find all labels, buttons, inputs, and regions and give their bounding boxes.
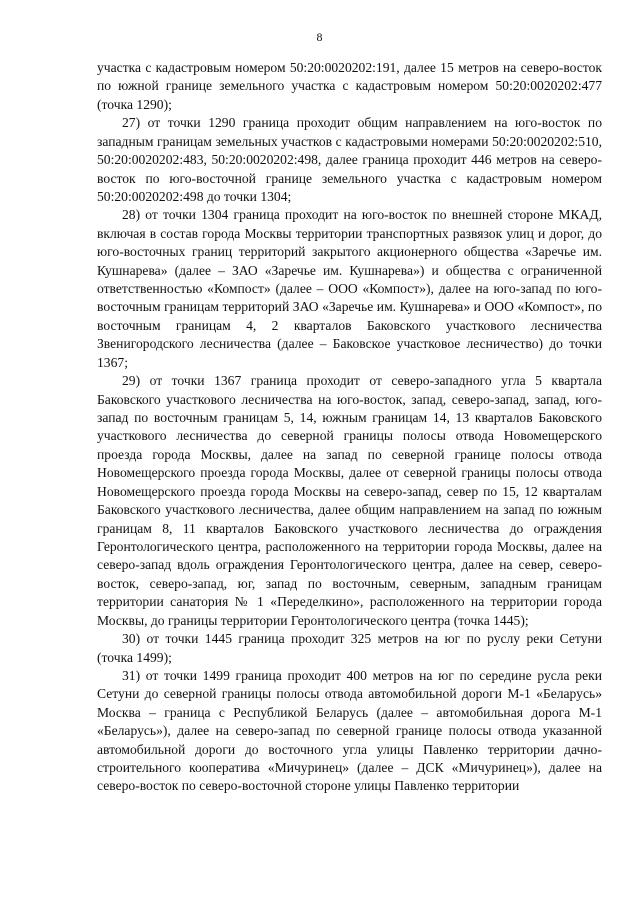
document-body — [97, 59, 602, 796]
page-number: 8 — [316, 30, 323, 44]
paragraph-item-27: 27) от точки 1290 граница проходит общим направлением на юго-восток по западным границам земельных участков с кадастровыми номерами 50:20:0020202:510, 50:20:0020202:483, 50:20:0020202:498, далее граница проходит 446 метров на северо-восток по юго-восточной границе земельного участка с кадастровым номером 50:20:0020202:498 до точки 1304; — [97, 115, 602, 204]
paragraph-item-28: 28) от точки 1304 граница проходит на юго-восток по внешней стороне МКАД, включая в состав города Москвы территории транспортных развязок улиц и дорог, до юго-восточных границ территорий закрытого акционерного общества «Заречье им. Кушнарева» (далее – ЗАО «Заречье им. Кушнарева») и общества с ограниченной ответственностью «Компост» (далее – ООО «Компост»), далее на юго-запад по юго-восточным границам территорий ЗАО «Заречье им. Кушнарева» и ООО «Компост», по восточным границам 4, 2 кварталов Баковского участкового лесничества Звенигородского лесничества (далее – Баковское участковое лесничество) до точки 1367; — [97, 207, 602, 370]
paragraph-continuation: участка с кадастровым номером 50:20:0020202:191, далее 15 метров на северо-восток по южной границе земельного участка с кадастровым номером 50:20:0020202:477 (точка 1290); — [97, 60, 602, 112]
paragraph-item-30: 30) от точки 1445 граница проходит 325 метров на юг по руслу реки Сетуни (точка 1499); — [97, 631, 602, 665]
paragraph-item-31: 31) от точки 1499 граница проходит 400 метров на юг по середине русла реки Сетуни до северной границы полосы отвода автомобильной дороги М-1 «Беларусь» Москва – граница с Республикой Беларусь (далее – автомобильная дорога М-1 «Беларусь»), далее на северо-запад по северной границе полосы отвода указанной автомобильной дороги до восточного угла улицы Павленко территории дачно-строительного кооператива «Мичуринец» (далее – ДСК «Мичуринец»), далее на северо-восток по северо-восточной стороне улицы Павленко территории — [97, 667, 602, 794]
paragraph-item-29: 29) от точки 1367 граница проходит от северо-западного угла 5 квартала Баковского участкового лесничества на юго-восток, запад, северо-запад, запад, юго-запад по восточным границам 5, 14, южным границам 14, 13 кварталов Баковского участкового лесничества до северной границы полосы отвода Новомещерского проезда города Москвы, далее на запад по северной границе полосы отвода Новомещерского проезда города Москвы, далее от северной границы полосы отвода Новомещерского проезда города Москвы на северо-запад, север по 15, 12 кварталам Баковского участкового лесничества, далее общим направлением на запад по южным границам 8, 11 кварталов Баковского участкового лесничества до ограждения Геронтологического центра, расположенного на территории города Москвы, далее на северо-запад вдоль ограждения Геронтологического центра, далее на север, северо-восток, северо-запад, юг, запад по восточным, северным, западным границам территории санатория № 1 «Переделкино», расположенного на территории города Москвы, до границы территории Геронтологического центра (точка 1445); — [97, 373, 602, 628]
